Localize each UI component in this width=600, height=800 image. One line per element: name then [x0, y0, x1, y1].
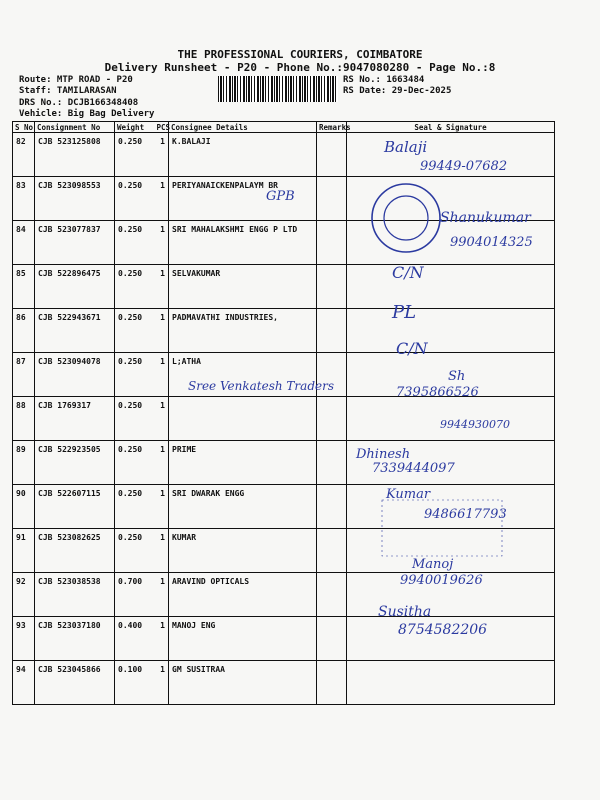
row-weight: 0.250 — [115, 353, 155, 397]
vehicle-label: Vehicle: Big Bag Delivery — [19, 109, 155, 119]
row-consignment: CJB 523077837 — [35, 221, 115, 265]
row-sno: 88 — [13, 397, 35, 441]
row-weight: 0.250 — [115, 221, 155, 265]
col-remarks: Remarks — [317, 122, 347, 133]
table-row — [13, 133, 555, 177]
row-consignee: PERIYANAICKENPALAYM BR — [169, 177, 317, 221]
col-sno: S No — [13, 122, 35, 133]
sig-r83: GPB — [266, 189, 295, 204]
row-remarks — [317, 353, 347, 397]
row-consignee: KUMAR — [169, 529, 317, 573]
col-pcs: PCS — [156, 122, 171, 132]
row-signature — [347, 177, 555, 221]
sig-r88: Sh — [448, 369, 466, 384]
row-consignee: PADMAVATHI INDUSTRIES, — [169, 309, 317, 353]
sig-r87: C/N — [396, 339, 428, 358]
row-signature — [347, 309, 555, 353]
row-pcs: 1 — [155, 177, 169, 221]
row-sno: 85 — [13, 265, 35, 309]
runsheet-table — [12, 121, 555, 705]
company-title: THE PROFESSIONAL COURIERS, COIMBATORE — [177, 48, 423, 61]
table-row — [13, 617, 555, 661]
row-consignment: CJB 523094078 — [35, 353, 115, 397]
row-signature — [347, 529, 555, 573]
row-sno: 89 — [13, 441, 35, 485]
row-sno: 91 — [13, 529, 35, 573]
row-weight: 0.250 — [115, 133, 155, 177]
sig-r90: Dhinesh — [356, 447, 411, 462]
row-signature — [347, 397, 555, 441]
table-row — [13, 441, 555, 485]
row-pcs: 1 — [155, 573, 169, 617]
row-signature — [347, 265, 555, 309]
row-consignee — [169, 397, 317, 441]
row-sno: 83 — [13, 177, 35, 221]
table-row — [13, 397, 555, 441]
row-sno: 84 — [13, 221, 35, 265]
row-remarks — [317, 133, 347, 177]
sig-r91-phone: 9486617793 — [424, 507, 507, 522]
row-consignee: MANOJ ENG — [169, 617, 317, 661]
row-consignee: PRIME — [169, 441, 317, 485]
rs-date: RS Date: 29-Dec-2025 — [343, 86, 452, 96]
row-consignee: SRI DWARAK ENGG — [169, 485, 317, 529]
row-weight: 0.250 — [115, 397, 155, 441]
sig-r82-phone: 99449-07682 — [420, 159, 508, 174]
sig-r84: Shanukumar — [440, 210, 531, 226]
barcode — [218, 76, 338, 102]
col-weight: Weight — [115, 122, 155, 133]
row-pcs: 1 — [155, 265, 169, 309]
row-pcs: 1 — [155, 353, 169, 397]
row-weight: 0.250 — [115, 177, 155, 221]
row-remarks — [317, 441, 347, 485]
runsheet-subtitle: Delivery Runsheet - P20 - Phone No.:9047080280 - Page No.:8 — [104, 61, 496, 74]
row-weight: 0.250 — [115, 441, 155, 485]
row-signature — [347, 661, 555, 705]
row-remarks — [317, 397, 347, 441]
table-row — [13, 265, 555, 309]
sig-r90-phone: 7339444097 — [372, 461, 455, 476]
drs-label: DRS No.: DCJB166348408 — [19, 98, 139, 108]
sig-r93-phone: 9940019626 — [400, 573, 483, 588]
row-remarks — [317, 309, 347, 353]
sig-r89-phone: 9944930070 — [440, 418, 510, 431]
row-consignment: CJB 1769317 — [35, 397, 115, 441]
row-consignee: ARAVIND OPTICALS — [169, 573, 317, 617]
row-pcs: 1 — [155, 617, 169, 661]
row-signature — [347, 617, 555, 661]
sig-r82: Balaji — [384, 138, 428, 156]
row-sno: 94 — [13, 661, 35, 705]
sig-r84-phone: 9904014325 — [450, 235, 533, 250]
row-weight: 0.700 — [115, 573, 155, 617]
row-remarks — [317, 661, 347, 705]
row-consignee: SELVAKUMAR — [169, 265, 317, 309]
table-row — [13, 529, 555, 573]
sig-r93: Manoj — [412, 557, 454, 572]
row-pcs: 1 — [155, 529, 169, 573]
row-consignment: CJB 522896475 — [35, 265, 115, 309]
row-remarks — [317, 265, 347, 309]
sig-r88-phone: 7395866526 — [396, 385, 479, 400]
row-consignment: CJB 523098553 — [35, 177, 115, 221]
table-row — [13, 661, 555, 705]
row-consignee: L;ATHA — [169, 353, 317, 397]
row-signature — [347, 133, 555, 177]
rs-number: RS No.: 1663484 — [343, 75, 425, 85]
table-header-row — [13, 122, 555, 133]
row-sno: 86 — [13, 309, 35, 353]
row-signature — [347, 221, 555, 265]
row-consignment: CJB 522943671 — [35, 309, 115, 353]
row-consignee: K.BALAJI — [169, 133, 317, 177]
row-signature — [347, 441, 555, 485]
col-consignment: Consignment No — [35, 122, 115, 133]
row-consignment: CJB 523082625 — [35, 529, 115, 573]
sig-r94-phone: 8754582206 — [398, 622, 488, 638]
row-weight: 0.250 — [115, 529, 155, 573]
row-sno: 90 — [13, 485, 35, 529]
row-sno: 92 — [13, 573, 35, 617]
row-consignment: CJB 522923505 — [35, 441, 115, 485]
row-pcs: 1 — [155, 133, 169, 177]
row-pcs: 1 — [155, 661, 169, 705]
row-weight: 0.250 — [115, 265, 155, 309]
row-remarks — [317, 177, 347, 221]
col-consignee: Consignee Details — [169, 122, 317, 133]
table-row — [13, 177, 555, 221]
sig-r86: PL — [392, 302, 417, 323]
row-pcs: 1 — [155, 441, 169, 485]
col-signature: Seal & Signature — [347, 122, 555, 133]
row-sno: 87 — [13, 353, 35, 397]
table-row — [13, 573, 555, 617]
row-consignee: GM SUSITRAA — [169, 661, 317, 705]
row-remarks — [317, 221, 347, 265]
row-pcs: 1 — [155, 309, 169, 353]
sig-r91: Kumar — [386, 487, 431, 502]
row-pcs: 1 — [155, 221, 169, 265]
row-weight: 0.250 — [115, 309, 155, 353]
sig-r85: C/N — [392, 263, 424, 282]
row-weight: 0.100 — [115, 661, 155, 705]
row-signature — [347, 573, 555, 617]
row-weight: 0.400 — [115, 617, 155, 661]
row-pcs: 1 — [155, 397, 169, 441]
table-row — [13, 353, 555, 397]
sig-r94: Susitha — [378, 604, 432, 620]
row-pcs: 1 — [155, 485, 169, 529]
row-consignment: CJB 523037180 — [35, 617, 115, 661]
row-remarks — [317, 573, 347, 617]
row-sno: 82 — [13, 133, 35, 177]
row-signature — [347, 353, 555, 397]
table-row — [13, 485, 555, 529]
row-consignment: CJB 523038538 — [35, 573, 115, 617]
row-remarks — [317, 485, 347, 529]
row-weight: 0.250 — [115, 485, 155, 529]
row-remarks — [317, 617, 347, 661]
row-consignee: SRI MAHALAKSHMI ENGG P LTD — [169, 221, 317, 265]
row-signature — [347, 485, 555, 529]
route-label: Route: MTP ROAD - P20 — [19, 75, 133, 85]
row-consignment: CJB 522607115 — [35, 485, 115, 529]
table-row — [13, 309, 555, 353]
row-consignment: CJB 523125808 — [35, 133, 115, 177]
table-row — [13, 221, 555, 265]
row-remarks — [317, 529, 347, 573]
sig-r88-name: Sree Venkatesh Traders — [188, 379, 334, 393]
row-consignment: CJB 523045866 — [35, 661, 115, 705]
row-sno: 93 — [13, 617, 35, 661]
staff-label: Staff: TAMILARASAN — [19, 86, 117, 96]
